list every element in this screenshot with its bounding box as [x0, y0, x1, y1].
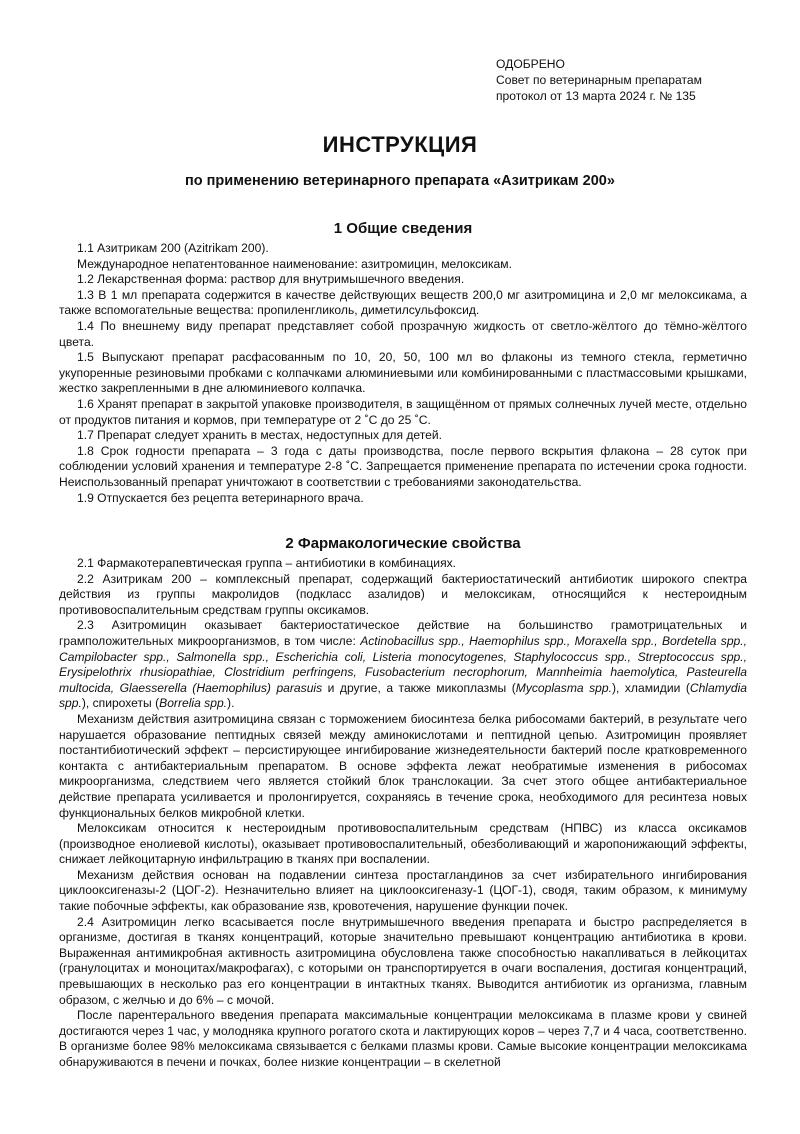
species-list: Actinobacillus spp., Haemophilus spp., Moraxella spp., Bordetella spp., Campilobacter spp., Salmonella spp., Escherichia coli, Listeria monocytogenes, Staphylococcus spp., Streptococcus spp., Erysipelothrix rhusiopathiae, Clostridium perfringens, Fusobacterium necrophorum, Mannheimia haemolytica, Pasteurella multocida, Glaesserella (Haemophilus) parasuis [59, 633, 747, 695]
paragraph: 1.8 Срок годности препарата – 3 года с даты производства, после первого вскрытия флакона – 28 суток при соблюдении условий хранения и температуре 2-8 ˚С. Запрещается применение препарата по истечении срока годности. Неиспользованный препарат уничтожают в соответствии с требованиями законодательства. [59, 443, 747, 489]
paragraph: Механизм действия основан на подавлении синтеза простагландинов за счет избирательного ингибирования циклооксигеназы-2 (ЦОГ-2). Незначительно влияет на циклооксигеназу-1 (ЦОГ-1), сводя, таким образом, к минимуму такие побочные эффекты, как образование язв, кровотечения, нарушение функции почек. [59, 867, 747, 914]
paragraph: После парентерального введения препарата максимальные концентрации мелоксикама в плазме крови у свиней достигаются через 1 час, у молодняка крупного рогатого скота и лактирующих коров – через 7,7 и 4 часа, соответственно. В организме более 98% мелоксикама связывается с белками плазмы крови. Самые высокие концентрации мелоксикама обнаруживаются в печени и почках, более низкие концентрации – в скелетной [59, 1008, 747, 1069]
paragraph: Мелоксикам относится к нестероидным противовоспалительным средствам (НПВС) из класса оксикамов (производное енолиевой кислоты), оказывает противовоспалительный, обезболивающий и жаропонижающий эффекты, снижает лейкоцитарную инфильтрацию в тканях при воспалении. [59, 821, 747, 867]
section-heading: 2 Фармакологические свойства [285, 535, 521, 552]
paragraph: 1.9 Отпускается без рецепта ветеринарного врача. [77, 490, 364, 505]
species-name: Mycoplasma spp. [515, 680, 612, 695]
paragraph: Механизм действия азитромицина связан с торможением биосинтеза белка рибосомами бактерий, в результате чего нарушается образование пептидных связей между аминокислотами и пептидной цепью. Азитромицин проявляет постантибиотический эффект – персистирующее ингибирование жизнедеятельности бактерий после кратковременного контакта с антибактериальным препаратом. В основе эффекта лежат необратимые изменения в рибосомах микроорганизма, следствием чего является стойкий блок транслокации. За счет этого общее антибактериальное действие препарата усиливается и пролонгируется, сохраняясь в течение срока, необходимого для ресинтеза новых функциональных белков микробной клетки. [59, 711, 747, 820]
approval-line-2: Совет по ветеринарным препаратам [496, 73, 702, 87]
section-pharmacological-properties [59, 534, 747, 1071]
paragraph: 1.3 В 1 мл препарата содержится в качестве действующих веществ 200,0 мг азитромицина и 2,0 мг мелоксикама, а также вспомогательные вещества: пропиленгликоль, диметилсульфоксид. [59, 287, 747, 318]
text-run: ), хламидии ( [611, 680, 690, 695]
document-title: ИНСТРУКЦИЯ [322, 132, 478, 157]
paragraph: 1.7 Препарат следует хранить в местах, недоступных для детей. [77, 428, 442, 443]
text-run: ), спирохеты ( [81, 696, 160, 711]
section-general-info [59, 219, 747, 506]
approval-line-3: протокол от 13 марта 2024 г. № 135 [496, 89, 696, 103]
approval-stamp [496, 56, 786, 104]
paragraph: 1.1 Азитрикам 200 (Azitrikam 200). [77, 241, 269, 255]
paragraph: 1.5 Выпускают препарат расфасованным по 10, 20, 50, 100 мл во флаконы из темного стекла, герметично укупоренные резиновыми пробками с колпачками алюминиевыми или комбинированными с пластмассовыми крышками, жестко закрепленными в дне алюминиевого колпачка. [59, 350, 747, 396]
paragraph: 2.4 Азитромицин легко всасывается после внутримышечного введения препарата и быстро распределяется в организме, достигая в тканях концентраций, которые значительно превышают концентрацию антибиотика в крови. Выраженная антимикробная активность азитромицина обусловлена также способностью накапливаться в лейкоцитах (гранулоцитах и моноцитах/макрофагах), с которыми он транспортируется в очаги воспаления, достигая концентраций, превышающих в несколько раз его концентрации в интактных тканях. Выводится антибиотик из организма, главным образом, с желчью и до 6% – с мочой. [59, 914, 747, 1007]
document-subtitle: по применению ветеринарного препарата «Азитрикам 200» [185, 173, 615, 189]
paragraph-spectrum [59, 618, 747, 712]
paragraph: 1.4 По внешнему виду препарат представляет собой прозрачную жидкость от светло-жёлтого до тёмно-жёлтого цвета. [59, 318, 747, 349]
text-run: ). [227, 696, 235, 711]
text-run: 2.3 Азитромицин оказывает бактериостатическое действие на большинство грамотрицательных и грамположительных микроорганизмов, в том числе: [59, 618, 747, 648]
text-run: и другие, а также микоплазмы ( [322, 680, 516, 695]
paragraph: 2.2 Азитрикам 200 – комплексный препарат, содержащий бактериостатический антибиотик широкого спектра действия из группы макролидов (подкласс азалидов) и мелоксикам, относящийся к нестероидным противовоспалительным средствам группы оксикамов. [59, 571, 747, 617]
paragraph: 1.2 Лекарственная форма: раствор для внутримышечного введения. [77, 272, 465, 287]
approval-line-1: ОДОБРЕНО [496, 57, 565, 71]
paragraph: 2.1 Фармакотерапевтическая группа – антибиотики в комбинациях. [77, 556, 457, 570]
paragraph: Международное непатентованное наименование: азитромицин, мелоксикам. [77, 256, 512, 271]
paragraph: 1.6 Хранят препарат в закрытой упаковке производителя, в защищённом от прямых солнечных лучей месте, отдельно от продуктов питания и кормов, при температуре от 2 ˚С до 25 ˚С. [59, 396, 747, 427]
section-heading: 1 Общие сведения [333, 220, 473, 237]
species-name: Chlamydia spp. [59, 680, 747, 711]
species-name: Borrelia spp. [159, 696, 228, 711]
